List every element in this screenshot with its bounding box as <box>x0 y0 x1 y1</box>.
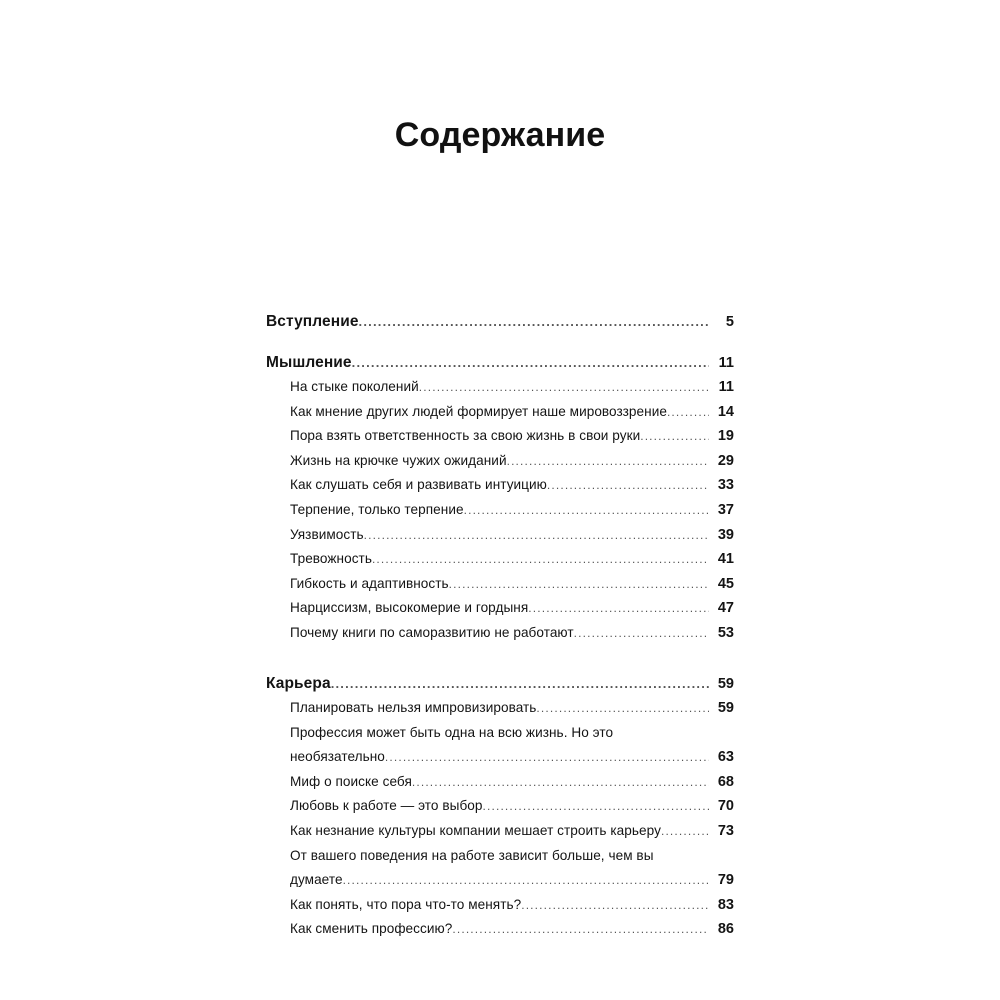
toc-page-number: 68 <box>717 773 734 790</box>
toc-entry-title: Мышление <box>266 353 352 371</box>
toc-page-number: 19 <box>717 428 734 445</box>
toc-entry[interactable] <box>290 572 734 597</box>
toc-entry[interactable] <box>290 424 734 449</box>
toc-page-number: 59 <box>717 700 734 717</box>
toc-page-number: 79 <box>717 872 734 889</box>
toc-page-number: 5 <box>725 314 734 330</box>
toc-entry-title: Вступление <box>266 313 359 330</box>
dot-leader <box>667 411 709 425</box>
dot-leader <box>536 707 709 721</box>
toc-entry[interactable] <box>290 844 734 893</box>
toc-entry-title: Почему книги по саморазвитию не работают <box>290 624 574 640</box>
dot-leader <box>359 319 709 335</box>
dot-leader <box>547 484 709 498</box>
toc-page-number: 47 <box>717 600 734 617</box>
dot-leader <box>331 681 709 697</box>
toc-entry[interactable] <box>290 498 734 523</box>
toc-entry-title: Планировать нельзя импровизировать <box>290 700 537 716</box>
toc-entry-title: Жизнь на крючке чужих ожиданий <box>290 452 507 468</box>
toc-entry-title-cont: думаете <box>290 872 343 888</box>
dot-leader <box>483 805 709 819</box>
toc-entry-title: Любовь к работе — это выбор <box>290 798 483 814</box>
toc-entry-tail <box>290 745 734 770</box>
dot-leader <box>528 607 709 621</box>
toc-entry[interactable] <box>290 596 734 621</box>
dot-leader <box>507 460 709 474</box>
toc-entry-title: Гибкость и адаптивность <box>290 575 449 591</box>
dot-leader <box>449 583 709 597</box>
dot-leader <box>385 756 709 770</box>
toc-page-number: 70 <box>717 798 734 815</box>
dot-leader <box>343 879 709 893</box>
toc-entry-title: Как мнение других людей формирует наше мировоззрение <box>290 403 667 419</box>
toc-entry[interactable] <box>290 819 734 844</box>
toc-entry-title: Тревожность <box>290 551 372 567</box>
toc-page-number: 59 <box>717 675 734 692</box>
toc-section-entry[interactable] <box>266 310 734 335</box>
dot-leader <box>419 386 709 400</box>
toc-entry[interactable] <box>290 721 734 770</box>
toc-entry[interactable] <box>290 547 734 572</box>
toc-page-number: 11 <box>718 379 734 395</box>
toc-entry-title: Терпение, только терпение <box>290 501 464 517</box>
dot-leader <box>364 534 709 548</box>
toc-entry-title: Нарциссизм, высокомерие и гордыня <box>290 600 529 616</box>
toc-entry-title: Как сменить профессию? <box>290 921 453 937</box>
dot-leader <box>352 360 709 376</box>
dot-leader <box>521 904 709 918</box>
toc-page-number: 41 <box>717 551 734 568</box>
dot-leader <box>464 509 709 523</box>
toc-entry-title: Как незнание культуры компании мешает строить карьеру <box>290 823 661 838</box>
toc-entry[interactable] <box>290 473 734 498</box>
toc-page-number: 86 <box>717 921 734 938</box>
toc-entry-title: От вашего поведения на работе зависит больше, чем вы <box>290 847 654 863</box>
toc-entry-tail <box>290 868 734 893</box>
toc-entry-title: Карьера <box>266 674 331 692</box>
toc-entry[interactable] <box>290 621 734 646</box>
toc-entry[interactable] <box>290 893 734 918</box>
toc-entry-title: Миф о поиске себя <box>290 773 412 789</box>
toc-section-entry[interactable] <box>266 351 734 376</box>
section-spacer <box>266 646 734 672</box>
dot-leader <box>640 435 709 449</box>
toc-page-number: 33 <box>717 477 734 494</box>
toc-entry-title: Как понять, что пора что-то менять? <box>290 896 522 912</box>
toc-entry-title: Профессия может быть одна на всю жизнь. Но это <box>290 724 614 740</box>
toc-entry[interactable] <box>290 400 734 425</box>
toc-entry[interactable] <box>290 770 734 795</box>
toc-page-number: 83 <box>717 896 734 913</box>
toc-entry-title: Уязвимость <box>290 526 364 542</box>
toc-entry-title: Пора взять ответственность за свою жизнь в свои руки <box>290 428 641 444</box>
toc-page-number: 73 <box>717 823 734 839</box>
dot-leader <box>574 632 709 646</box>
toc-entry[interactable] <box>290 523 734 548</box>
page-title: Содержание <box>394 116 606 154</box>
toc-page-number: 45 <box>717 575 734 592</box>
toc-entry-title: Как слушать себя и развивать интуицию <box>290 477 547 493</box>
toc-page-number: 53 <box>717 624 734 641</box>
table-of-contents <box>266 310 734 942</box>
toc-page-number: 37 <box>717 501 734 518</box>
toc-page-number: 29 <box>717 452 734 469</box>
toc-entry-title: На стыке поколений <box>290 379 419 394</box>
toc-page-number: 11 <box>718 354 734 371</box>
toc-entry[interactable] <box>290 917 734 942</box>
dot-leader <box>452 928 709 942</box>
toc-entry[interactable] <box>290 696 734 721</box>
toc-entry[interactable] <box>290 794 734 819</box>
dot-leader <box>661 830 709 844</box>
dot-leader <box>412 781 709 795</box>
toc-entry[interactable] <box>290 375 734 400</box>
toc-entry-title-cont: необязательно <box>290 749 385 765</box>
toc-entry[interactable] <box>290 449 734 474</box>
toc-section-entry[interactable] <box>266 672 734 697</box>
dot-leader <box>372 558 709 572</box>
toc-page-number: 14 <box>717 403 734 420</box>
section-spacer <box>266 335 734 351</box>
toc-page-number: 63 <box>717 749 734 766</box>
toc-page-number: 39 <box>717 526 734 543</box>
